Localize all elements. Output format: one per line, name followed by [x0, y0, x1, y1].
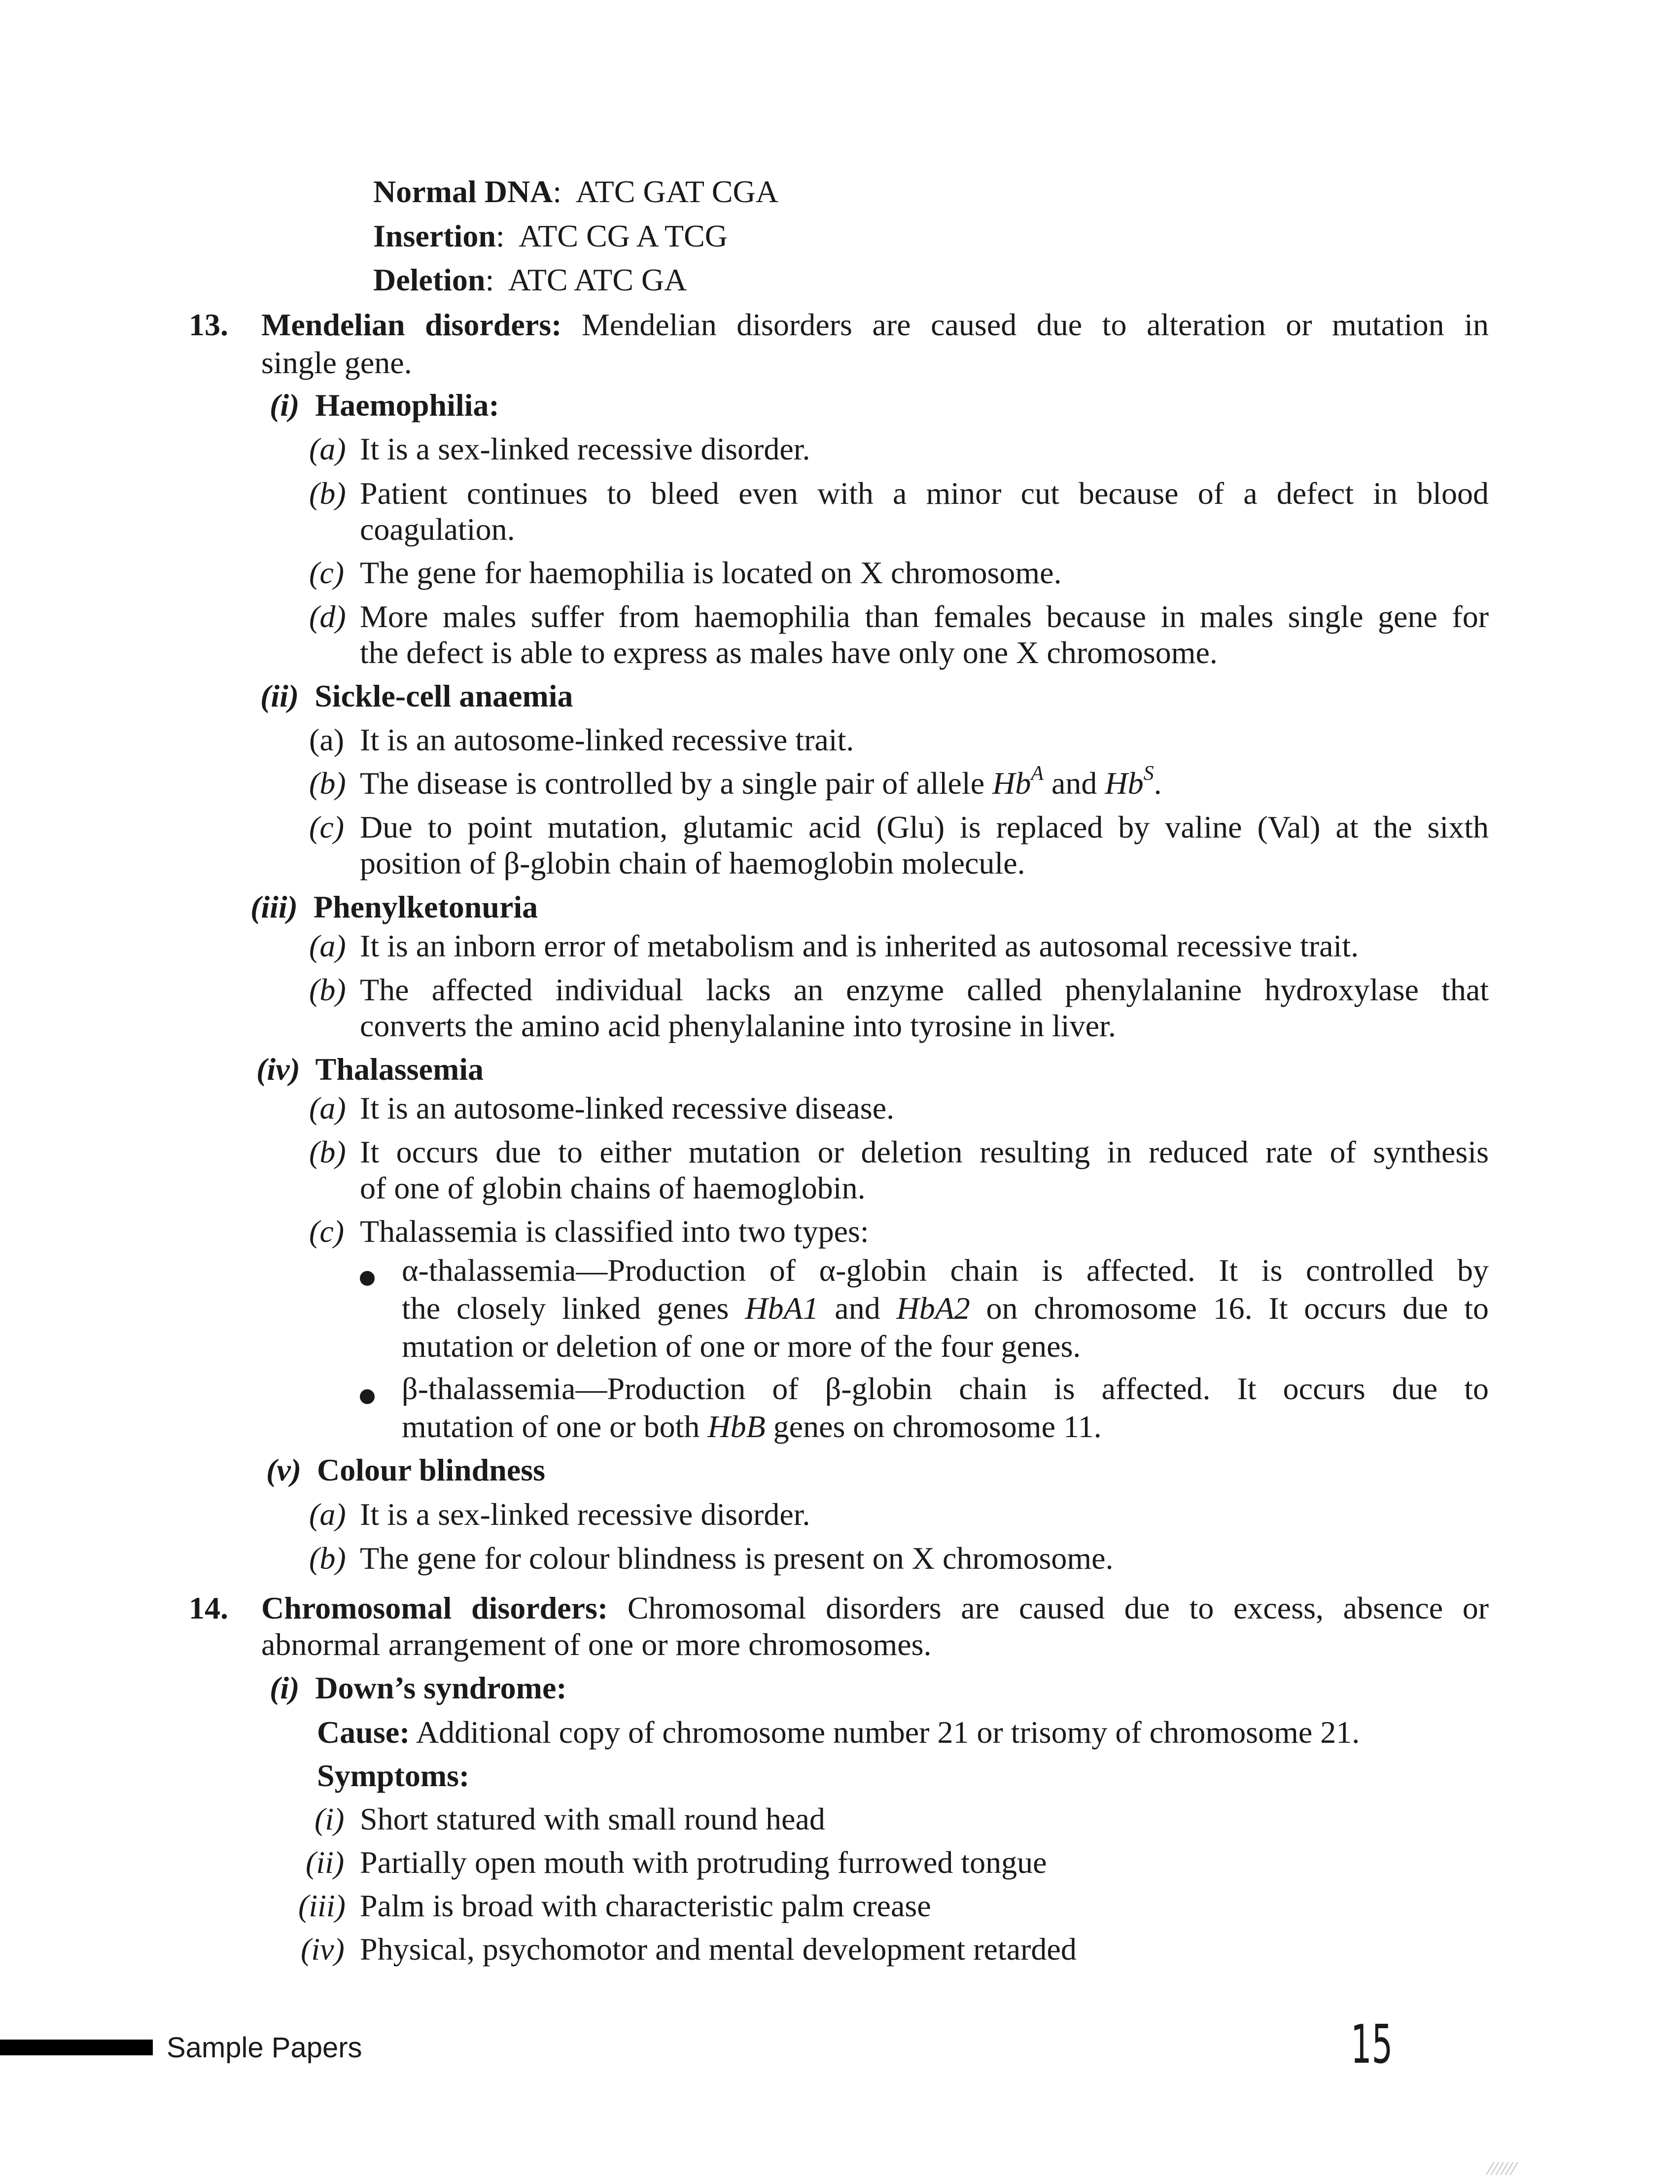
q13-intro-text: Mendelian disorders are caused due to alteration or mutation in [582, 307, 1489, 342]
sickle-b-and: and [1044, 766, 1105, 801]
haemophilia-a-label: (a) [309, 431, 346, 466]
alpha-text1: α-thalassemia—Production of α-globin chain is affected. It is controlled by [402, 1253, 1489, 1288]
insertion-value: ATC CG A TCG [519, 218, 728, 253]
sickle-heading [260, 680, 573, 712]
haemophilia-b-text1: Patient continues to bleed even with a minor cut because of a defect in blood [360, 476, 1489, 511]
pku-a-text: It is an inborn error of metabolism and is inherited as autosomal recessive trait. [360, 928, 1359, 963]
haemophilia-heading [270, 389, 499, 421]
haemophilia-d-text1: More males suffer from haemophilia than females because in males single gene for [360, 599, 1489, 634]
corner-scan-mark: ⁄⁄⁄⁄⁄⁄ [1489, 2159, 1518, 2179]
beta2-pre: mutation of one or both [402, 1409, 708, 1444]
alpha-text2 [402, 1293, 1489, 1324]
sickle-num: (ii) [260, 678, 299, 713]
haemophilia-a-text: It is a sex-linked recessive disorder. [360, 431, 810, 466]
symptom-4-text: Physical, psychomotor and mental development retarded [360, 1932, 1077, 1967]
pku-title: Phenylketonuria [313, 889, 538, 924]
colour-b-label: (b) [309, 1541, 346, 1576]
symptom-2-text: Partially open mouth with protruding furrowed tongue [360, 1845, 1047, 1880]
symptom-3-text: Palm is broad with characteristic palm crease [360, 1888, 931, 1923]
deletion-line: Deletion: ATC ATC GA [373, 262, 687, 297]
sickle-a-text: It is an autosome-linked recessive trait. [360, 722, 854, 757]
pku-b-label: (b) [309, 972, 346, 1007]
beta-bullet-icon [360, 1389, 375, 1404]
sickle-b-label: (b) [309, 766, 346, 801]
thal-b-text2: of one of globin chains of haemoglobin. [360, 1170, 866, 1205]
symptom-1-label: (i) [315, 1801, 345, 1836]
haemophilia-d-label: (d) [309, 599, 346, 634]
down-cause-label: Cause: [317, 1715, 410, 1750]
sickle-c-text1: Due to point mutation, glutamic acid (Glu) is replaced by valine (Val) at the sixth [360, 810, 1489, 845]
insertion-label: Insertion [373, 218, 496, 253]
q13-intro-line2: single gene. [261, 345, 412, 380]
alpha2-mid: and [818, 1291, 897, 1326]
symptom-4-label: (iv) [301, 1932, 345, 1967]
haemophilia-d-text2: the defect is able to express as males have only one X chromosome. [360, 635, 1218, 670]
normal-dna-value: ATC GAT CGA [575, 174, 778, 209]
sickle-title: Sickle-cell anaemia [315, 678, 573, 713]
thal-a-text: It is an autosome-linked recessive disease. [360, 1091, 895, 1126]
sickle-c-text2: position of β-globin chain of haemoglobin molecule. [360, 845, 1025, 881]
q14-number: 14. [189, 1590, 228, 1625]
thal-num: (iv) [256, 1052, 300, 1087]
thal-title: Thalassemia [315, 1052, 484, 1087]
q13-intro-line1 [261, 309, 1489, 341]
q14-title: Chromosomal disorders: [261, 1590, 608, 1625]
page-number: 15 [1351, 2014, 1393, 2076]
alpha-bullet-icon [360, 1271, 375, 1286]
sickle-a-label: (a) [309, 722, 345, 757]
allele-s-sup: S [1143, 762, 1154, 785]
allele-a-sup: A [1031, 762, 1044, 785]
down-symptoms-label: Symptoms: [317, 1758, 470, 1793]
normal-dna-line: Normal DNA: ATC GAT CGA [373, 174, 778, 209]
alpha-text3: mutation or deletion of one or more of the four genes. [402, 1329, 1081, 1364]
beta-text1: β-thalassemia—Production of β-globin chain is affected. It occurs due to [402, 1371, 1489, 1406]
symptom-1-text: Short statured with small round head [360, 1801, 825, 1836]
sickle-b-text [360, 762, 1162, 801]
sickle-b-pre: The disease is controlled by a single pair of allele [360, 766, 993, 801]
gene-hbb: HbB [707, 1409, 766, 1444]
down-cause-text: Additional copy of chromosome number 21 or trisomy of chromosome 21. [416, 1715, 1360, 1750]
pku-b-text1: The affected individual lacks an enzyme called phenylalanine hydroxylase that [360, 972, 1489, 1007]
colour-title: Colour blindness [317, 1452, 546, 1487]
pku-num: (iii) [250, 889, 298, 924]
thal-c-label: (c) [309, 1214, 345, 1249]
gene-hba2: HbA2 [896, 1291, 970, 1326]
colour-b-text: The gene for colour blindness is present on X chromosome. [360, 1541, 1114, 1576]
alpha2-end: on chromosome 16. It occurs due to [970, 1291, 1489, 1326]
gene-hba1: HbA1 [745, 1291, 819, 1326]
colour-a-label: (a) [309, 1497, 346, 1532]
beta2-end: genes on chromosome 11. [765, 1409, 1102, 1444]
haemophilia-title: Haemophilia: [315, 387, 499, 423]
haemophilia-b-label: (b) [309, 476, 346, 511]
deletion-value: ATC ATC GA [508, 262, 687, 297]
symptom-2-label: (ii) [306, 1845, 345, 1880]
allele-hb-a: Hb [992, 766, 1031, 801]
haemophilia-c-text: The gene for haemophilia is located on X chromosome. [360, 555, 1062, 590]
allele-hb-s: Hb [1105, 766, 1144, 801]
down-num: (i) [270, 1670, 300, 1705]
symptom-3-label: (iii) [298, 1888, 346, 1923]
deletion-label: Deletion [373, 262, 486, 297]
q14-intro-text: Chromosomal disorders are caused due to excess, absence or [627, 1590, 1489, 1625]
insertion-line: Insertion: ATC CG A TCG [373, 218, 728, 253]
colour-num: (v) [266, 1452, 302, 1487]
thal-c-text: Thalassemia is classified into two types: [360, 1214, 869, 1249]
colour-heading [266, 1454, 545, 1486]
normal-dna-label: Normal DNA [373, 174, 553, 209]
haemophilia-num: (i) [270, 387, 300, 423]
pku-a-label: (a) [309, 928, 346, 963]
down-cause-line [317, 1717, 1360, 1748]
thal-heading [256, 1054, 484, 1085]
down-heading [270, 1672, 567, 1704]
beta-text2 [402, 1411, 1102, 1443]
alpha2-pre: the closely linked genes [402, 1291, 745, 1326]
footer-bar [0, 2040, 153, 2055]
colour-a-text: It is a sex-linked recessive disorder. [360, 1497, 810, 1532]
sickle-c-label: (c) [309, 810, 345, 845]
pku-heading [250, 891, 538, 923]
thal-a-label: (a) [309, 1091, 346, 1126]
q14-intro-line2: abnormal arrangement of one or more chromosomes. [261, 1627, 932, 1662]
haemophilia-b-text2: coagulation. [360, 512, 515, 547]
pku-b-text2: converts the amino acid phenylalanine into tyrosine in liver. [360, 1008, 1116, 1043]
footer-label: Sample Papers [167, 2032, 362, 2064]
q13-title: Mendelian disorders: [261, 307, 562, 342]
down-title: Down’s syndrome: [315, 1670, 567, 1705]
thal-b-text1: It occurs due to either mutation or deletion resulting in reduced rate of synthesis [360, 1134, 1489, 1169]
q13-number: 13. [189, 307, 228, 342]
haemophilia-c-label: (c) [309, 555, 345, 590]
sickle-b-end: . [1154, 766, 1162, 801]
thal-b-label: (b) [309, 1134, 346, 1169]
q14-intro-line1 [261, 1592, 1489, 1624]
